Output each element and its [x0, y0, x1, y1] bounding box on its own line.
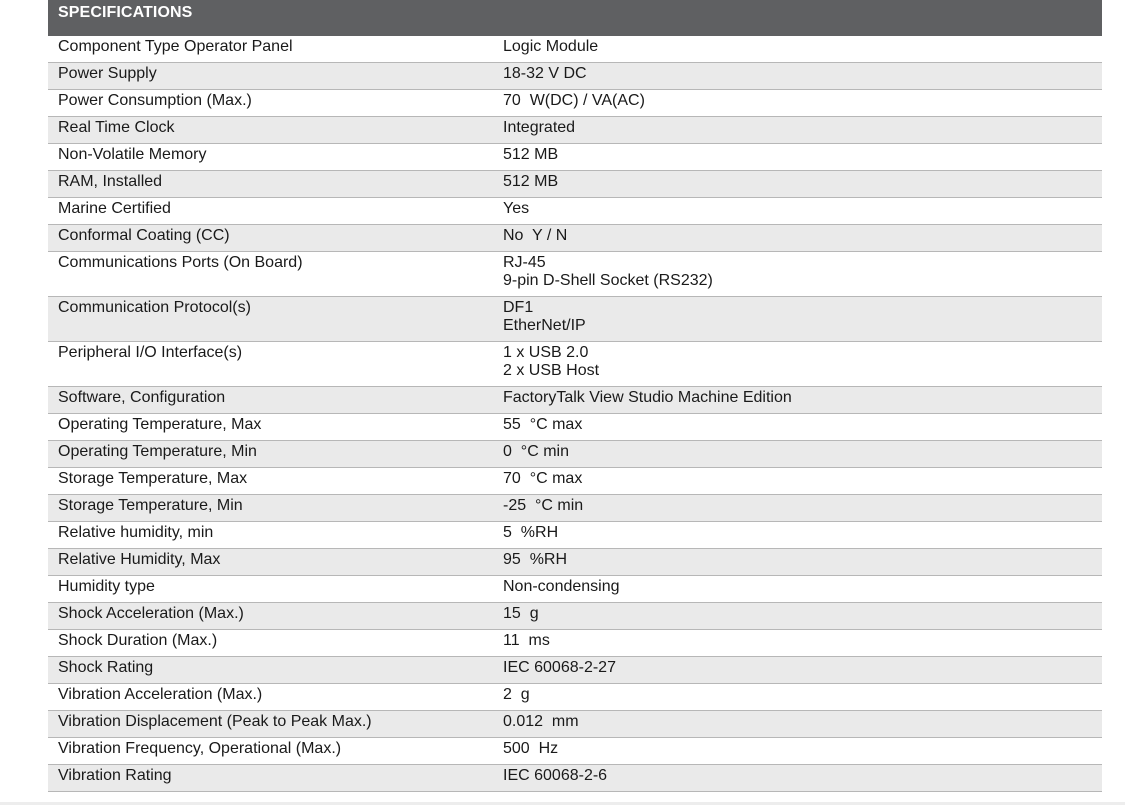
spec-row [48, 117, 1102, 144]
spec-value [503, 90, 1102, 117]
spec-value-line: 70 °C max [503, 470, 583, 487]
spec-value-line: 512 MB [503, 146, 559, 163]
spec-label: Vibration Rating [48, 765, 503, 792]
spec-row [48, 225, 1102, 252]
spec-value [503, 36, 1102, 63]
spec-value [503, 63, 1102, 90]
spec-row [48, 414, 1102, 441]
spec-value-line: 15 g [503, 605, 539, 622]
spec-value [503, 468, 1102, 495]
spec-row [48, 495, 1102, 522]
spec-label: Shock Rating [48, 657, 503, 684]
spec-value [503, 198, 1102, 225]
spec-row [48, 549, 1102, 576]
spec-label: Component Type Operator Panel [48, 36, 503, 63]
spec-value [503, 144, 1102, 171]
spec-value [503, 225, 1102, 252]
spec-label: Software, Configuration [48, 387, 503, 414]
spec-value [503, 630, 1102, 657]
spec-row [48, 297, 1102, 342]
spec-value [503, 252, 1102, 297]
spec-label: Humidity type [48, 576, 503, 603]
spec-label: Communications Ports (On Board) [48, 252, 503, 297]
spec-value-line: Non-condensing [503, 578, 620, 595]
spec-value [503, 495, 1102, 522]
spec-value-line: 500 Hz [503, 740, 559, 757]
spec-row [48, 468, 1102, 495]
spec-row [48, 603, 1102, 630]
spec-label: Power Supply [48, 63, 503, 90]
spec-row [48, 342, 1102, 387]
spec-row [48, 387, 1102, 414]
spec-value-line: EtherNet/IP [503, 317, 586, 334]
spec-row [48, 657, 1102, 684]
spec-row [48, 576, 1102, 603]
spec-value [503, 657, 1102, 684]
spec-row [48, 441, 1102, 468]
spec-value-line: DF1 [503, 299, 534, 316]
spec-row [48, 63, 1102, 90]
spec-label: Operating Temperature, Min [48, 441, 503, 468]
spec-label: Marine Certified [48, 198, 503, 225]
spec-row [48, 711, 1102, 738]
spec-value [503, 441, 1102, 468]
spec-value-line: 1 x USB 2.0 [503, 344, 589, 361]
spec-label: Conformal Coating (CC) [48, 225, 503, 252]
spec-value-line: FactoryTalk View Studio Machine Edition [503, 389, 792, 406]
spec-label: Vibration Displacement (Peak to Peak Max.) [48, 711, 503, 738]
spec-row [48, 90, 1102, 117]
specifications-table [48, 36, 1102, 792]
spec-value [503, 522, 1102, 549]
spec-label: Relative Humidity, Max [48, 549, 503, 576]
specifications-panel [48, 0, 1102, 792]
spec-row [48, 522, 1102, 549]
spec-label: Shock Acceleration (Max.) [48, 603, 503, 630]
spec-value [503, 342, 1102, 387]
spec-label: Real Time Clock [48, 117, 503, 144]
spec-label: Shock Duration (Max.) [48, 630, 503, 657]
spec-row [48, 252, 1102, 297]
specifications-header: SPECIFICATIONS [48, 0, 1102, 36]
spec-value-line: 5 %RH [503, 524, 559, 541]
spec-value-line: RJ-45 [503, 254, 546, 271]
spec-value-line: IEC 60068-2-6 [503, 767, 608, 784]
spec-value-line: 512 MB [503, 173, 559, 190]
spec-value [503, 171, 1102, 198]
spec-row [48, 765, 1102, 792]
spec-label: Power Consumption (Max.) [48, 90, 503, 117]
spec-label: Relative humidity, min [48, 522, 503, 549]
spec-label: Storage Temperature, Max [48, 468, 503, 495]
spec-value [503, 684, 1102, 711]
spec-value-line: Logic Module [503, 38, 599, 55]
spec-label: Storage Temperature, Min [48, 495, 503, 522]
spec-value-line: 55 °C max [503, 416, 583, 433]
spec-value-line: 95 %RH [503, 551, 568, 568]
spec-value-line: 2 g [503, 686, 530, 703]
spec-value [503, 738, 1102, 765]
spec-value-line: IEC 60068-2-27 [503, 659, 616, 676]
spec-row [48, 36, 1102, 63]
spec-value-line: 11 ms [503, 632, 550, 649]
spec-value [503, 576, 1102, 603]
spec-value [503, 297, 1102, 342]
spec-label: Operating Temperature, Max [48, 414, 503, 441]
spec-value-line: 70 W(DC) / VA(AC) [503, 92, 645, 109]
spec-row [48, 684, 1102, 711]
spec-row [48, 144, 1102, 171]
spec-label: Communication Protocol(s) [48, 297, 503, 342]
spec-value-line: Integrated [503, 119, 576, 136]
spec-value [503, 414, 1102, 441]
spec-value [503, 711, 1102, 738]
spec-value [503, 549, 1102, 576]
spec-value [503, 387, 1102, 414]
spec-value-line: -25 °C min [503, 497, 584, 514]
spec-label: Vibration Frequency, Operational (Max.) [48, 738, 503, 765]
spec-value [503, 765, 1102, 792]
spec-label: Peripheral I/O Interface(s) [48, 342, 503, 387]
spec-value-line: 2 x USB Host [503, 362, 600, 379]
spec-value-line: 0.012 mm [503, 713, 579, 730]
spec-value-line: No Y / N [503, 227, 568, 244]
spec-value-line: 9-pin D-Shell Socket (RS232) [503, 272, 713, 289]
specifications-table-body [48, 36, 1102, 792]
spec-value-line: 18-32 V DC [503, 65, 587, 82]
spec-value-line: 0 °C min [503, 443, 569, 460]
spec-label: Vibration Acceleration (Max.) [48, 684, 503, 711]
spec-row [48, 198, 1102, 225]
spec-row [48, 171, 1102, 198]
spec-value-line: Yes [503, 200, 530, 217]
spec-row [48, 738, 1102, 765]
spec-label: Non-Volatile Memory [48, 144, 503, 171]
spec-value [503, 117, 1102, 144]
spec-row [48, 630, 1102, 657]
spec-value [503, 603, 1102, 630]
spec-label: RAM, Installed [48, 171, 503, 198]
